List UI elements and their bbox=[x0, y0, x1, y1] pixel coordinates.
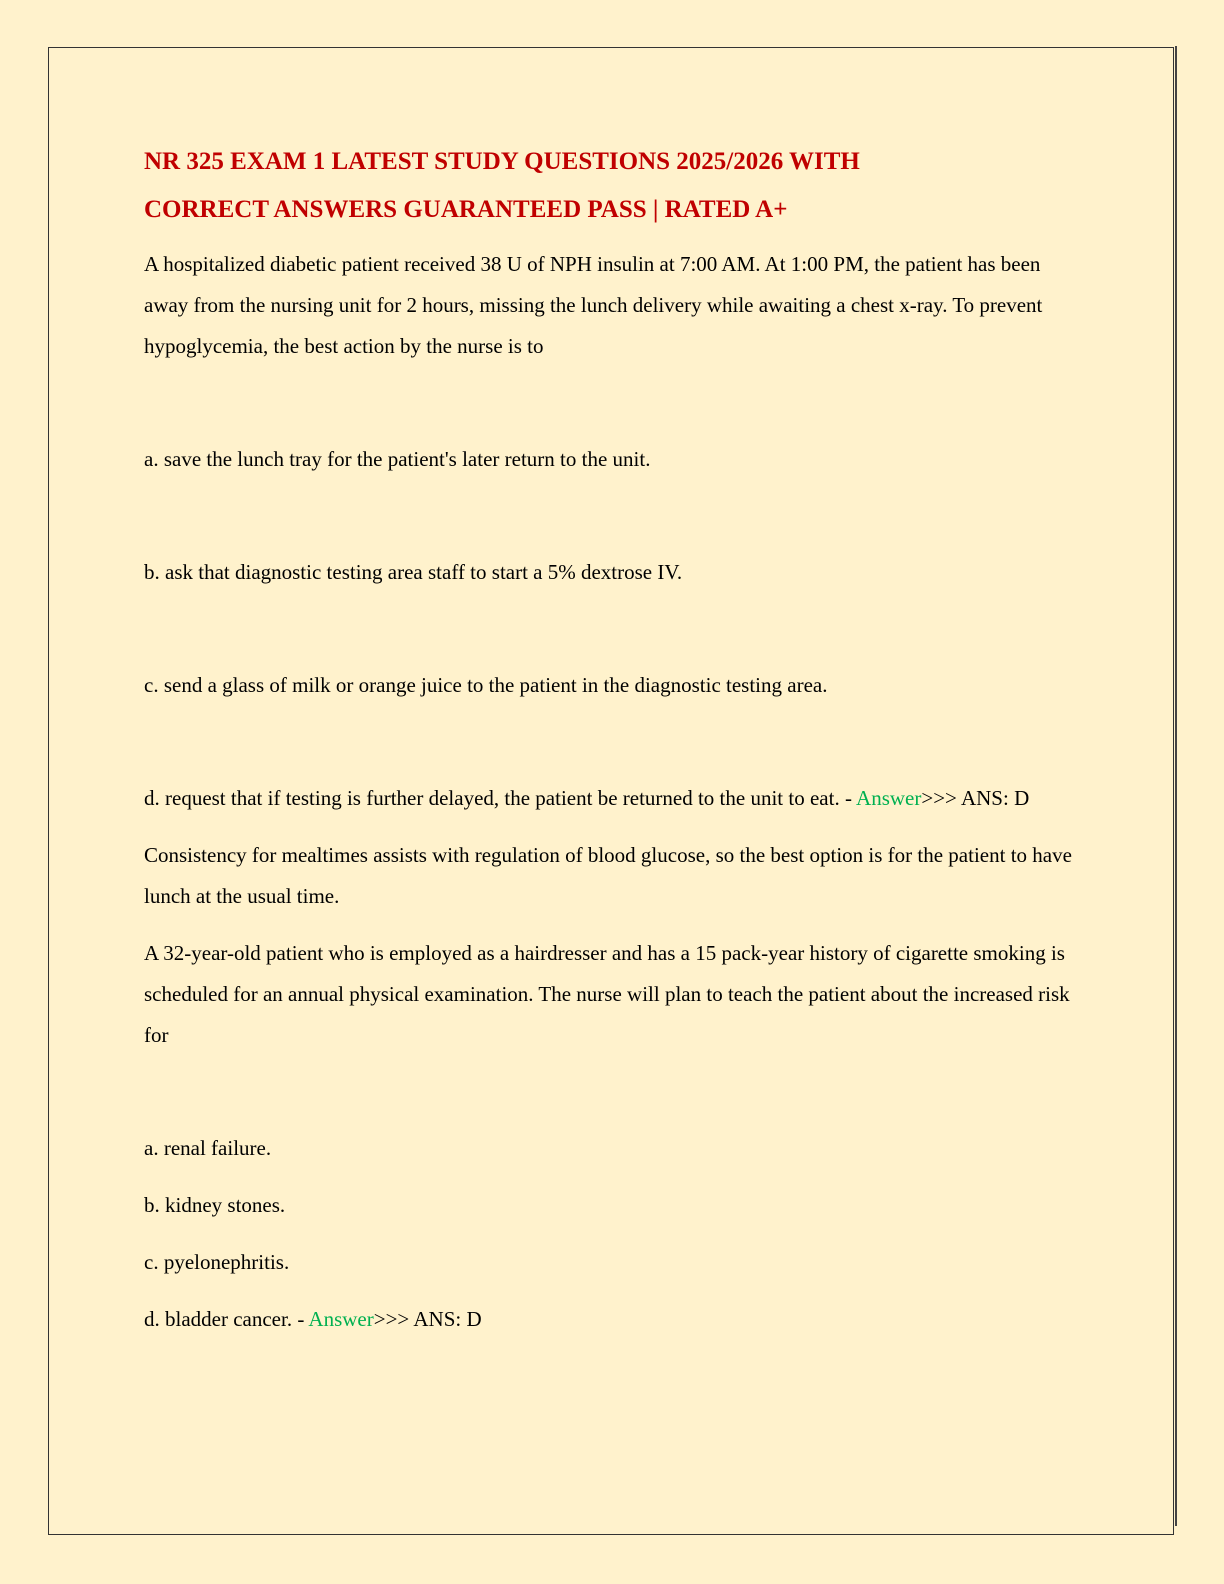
answer-label: Answer bbox=[308, 1307, 374, 1331]
answer-label: Answer bbox=[856, 786, 922, 810]
page-border-edge bbox=[1175, 46, 1177, 1526]
question-2-option-d bbox=[144, 1299, 1084, 1340]
question-1-option-b: b. ask that diagnostic testing area staff to start a 5% dextrose IV. bbox=[144, 560, 683, 584]
question-1-option-a: a. save the lunch tray for the patient's later return to the unit. bbox=[144, 447, 651, 471]
option-d-text: d. bladder cancer. - bbox=[144, 1307, 309, 1331]
question-1-option-d bbox=[144, 778, 1084, 819]
question-2-option-b: b. kidney stones. bbox=[144, 1193, 286, 1217]
title-line-1: NR 325 EXAM 1 LATEST STUDY QUESTIONS 2025/2026 WITH bbox=[144, 148, 860, 175]
question-2-option-a: a. renal failure. bbox=[144, 1136, 272, 1160]
question-2-option-c: c. pyelonephritis. bbox=[144, 1250, 290, 1274]
question-1-stem: A hospitalized diabetic patient received 38 U of NPH insulin at 7:00 AM. At 1:00 PM, the patient has been away from the nursing unit for 2 hours, missing the lunch delivery while awaiting a chest x-ray. To prevent hypoglycemia, the best action by the nurse is to bbox=[144, 252, 1043, 358]
question-1-rationale: Consistency for mealtimes assists with regulation of blood glucose, so the best option is for the patient to have lunch at the usual time. bbox=[144, 843, 1072, 908]
option-d-text: d. request that if testing is further delayed, the patient be returned to the unit to eat. - bbox=[144, 786, 857, 810]
answer-value: >>> ANS: D bbox=[921, 786, 1030, 810]
title-line-2: CORRECT ANSWERS GUARANTEED PASS | RATED A+ bbox=[144, 196, 788, 223]
document-body bbox=[144, 138, 1084, 1340]
answer-value: >>> ANS: D bbox=[373, 1307, 482, 1331]
document-title bbox=[144, 138, 1084, 234]
question-1-option-c: c. send a glass of milk or orange juice to the patient in the diagnostic testing area. bbox=[144, 673, 828, 697]
question-2-stem: A 32-year-old patient who is employed as a hairdresser and has a 15 pack-year history of cigarette smoking is scheduled for an annual physical examination. The nurse will plan to teach the patient about the increased risk for bbox=[144, 941, 1070, 1047]
